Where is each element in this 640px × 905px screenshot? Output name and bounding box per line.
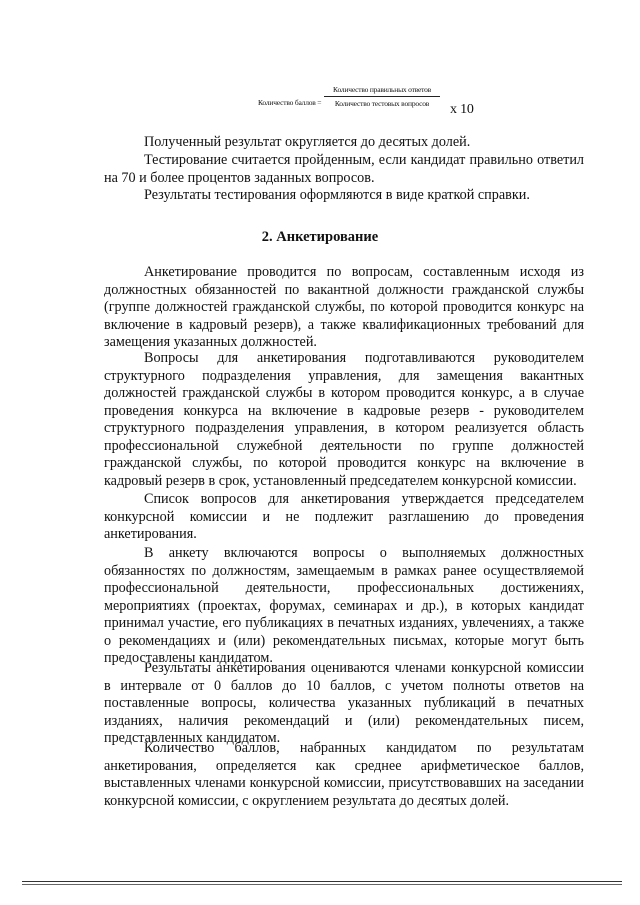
body-paragraph-3-block xyxy=(104,491,584,544)
footer-rule-secondary xyxy=(22,884,622,885)
formula-fraction xyxy=(324,86,440,107)
formula-lhs: Количество баллов = xyxy=(258,98,322,107)
intro-paragraph-2: Тестирование считается пройденным, если кандидат правильно ответил на 70 и более процентов заданных вопросов. xyxy=(104,152,584,186)
footer-rule xyxy=(22,881,622,882)
body-paragraph-4-block xyxy=(104,545,584,668)
body-paragraph-2-block xyxy=(104,350,584,490)
body-paragraph-5-block xyxy=(104,660,584,748)
body-paragraph-1: Анкетирование проводится по вопросам, составленным исходя из должностных обязанностей по вакантной должности гражданской службы (группе должностей гражданской службы, по которой проводится конкурс на включение в кадровый резерв), а также квалификационных требований для замещения указанных должностей. xyxy=(104,264,584,350)
body-paragraph-4: В анкету включаются вопросы о выполняемых должностных обязанностях по должностям, замещаемым в рамках ранее осуществляемой профессиональной деятельности, профессиональных достижениях, мероприятиях (проектах, форумах, семинарах и др.), в которых кандидат принимал участие, его публикациях в печатных изданиях, увлечениях, а также о рекомендациях и (или) рекомендательных письмах, которые могут быть предоставлены кандидатом. xyxy=(104,545,584,666)
body-paragraph-1-block xyxy=(104,264,584,352)
body-paragraph-5: Результаты анкетирования оцениваются членами конкурсной комиссии в интервале от 0 баллов до 10 баллов, с учетом полноты ответов на поставленные вопросы, количества указанных публикаций в печатных изданиях, наличия рекомендаций и (или) рекомендательных писем, представленных кандидатом. xyxy=(104,660,584,746)
intro-paragraph-3: Результаты тестирования оформляются в виде краткой справки. xyxy=(144,187,530,203)
intro-paragraph-3-block xyxy=(104,187,584,205)
body-paragraph-3: Список вопросов для анкетирования утверждается председателем конкурсной комиссии и не подлежит разглашению до проведения анкетирования. xyxy=(104,491,584,542)
body-paragraph-6-block xyxy=(104,740,584,810)
section-heading: 2. Анкетирование xyxy=(261,229,379,245)
intro-paragraph-1: Полученный результат округляется до десятых долей. xyxy=(144,134,471,150)
intro-paragraph-1-block xyxy=(104,134,584,152)
formula-denominator: Количество тестовых вопросов xyxy=(334,98,430,108)
body-paragraph-2: Вопросы для анкетирования подготавливаются руководителем структурного подразделения управления, для замещения вакантных должностей гражданской службы в котором проводится конкурс, а в случае проведения конкурса на включение в кадровые резерв - руководителем структурного подразделения управления, в котором реализуется область профессиональной служебной деятельности по группе должностей гражданской службы, по которой проводится конкурс на включение в кадровый резерв в срок, установленный председателем конкурсной комиссии. xyxy=(104,350,584,489)
formula-numerator: Количество правильных ответов xyxy=(324,86,440,97)
body-paragraph-6: Количество баллов, набранных кандидатом по результатам анкетирования, определяется как среднее арифметическое баллов, выставленных членами конкурсной комиссии, присутствовавших на заседании конкурсной комиссии, с округлением результата до десятых долей. xyxy=(104,740,584,809)
intro-paragraph-2-block xyxy=(104,152,584,187)
formula-multiplier: х 10 xyxy=(450,102,474,117)
